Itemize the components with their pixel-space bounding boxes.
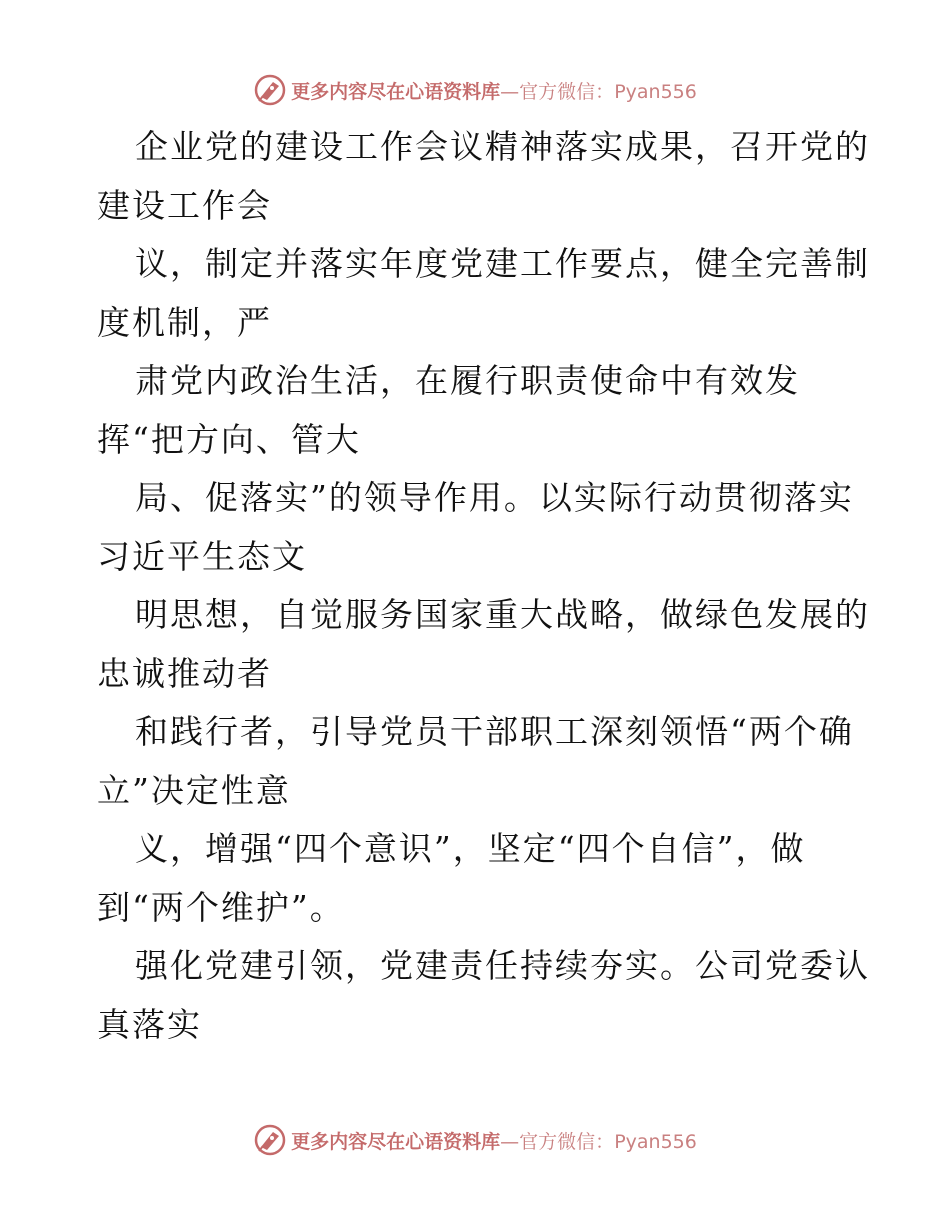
- text-line: 建设工作会: [97, 185, 272, 225]
- watermark-dash: —: [500, 80, 520, 103]
- text-line: 企业党的建设工作会议精神落实成果，召开党的: [135, 127, 870, 166]
- text-line: 强化党建引领，党建责任持续夯实。公司党委认: [135, 946, 870, 985]
- watermark-site-text: 更多内容尽在心语资料库: [291, 80, 501, 103]
- text-line: 立”决定性意: [97, 770, 291, 810]
- watermark-wechat-id: Pyan556: [614, 1130, 697, 1153]
- text-line: 和践行者，引导党员干部职工深刻领悟“两个确: [135, 712, 854, 751]
- pen-nib-logo-icon: [253, 73, 287, 107]
- text-line: 肃党内政治生活，在履行职责使命中有效发: [135, 361, 800, 400]
- text-line: 议，制定并落实年度党建工作要点，健全完善制: [135, 244, 870, 283]
- watermark-wechat-label: 官方微信：: [519, 1130, 615, 1153]
- text-line: 明思想，自觉服务国家重大战略，做绿色发展的: [135, 595, 870, 634]
- text-line: 真落实: [97, 1004, 202, 1044]
- pen-nib-logo-icon: [253, 1123, 287, 1157]
- text-line: 到“两个维护”。: [97, 887, 345, 927]
- footer-watermark: [0, 1120, 950, 1160]
- text-line: 挥“把方向、管大: [97, 419, 361, 459]
- document-body: [97, 118, 870, 1054]
- header-watermark: [0, 70, 950, 110]
- watermark-wechat-id: Pyan556: [614, 80, 697, 103]
- text-line: 义，增强“四个意识”，坚定“四个自信”，做: [135, 829, 806, 868]
- watermark-wechat-label: 官方微信：: [519, 80, 615, 103]
- text-line: 局、促落实”的领导作用。以实际行动贯彻落实: [135, 478, 854, 517]
- watermark-site-text: 更多内容尽在心语资料库: [291, 1130, 501, 1153]
- watermark-dash: —: [500, 1130, 520, 1153]
- text-line: 度机制，严: [97, 302, 272, 342]
- text-line: 忠诚推动者: [97, 653, 272, 693]
- text-line: 习近平生态文: [97, 536, 307, 576]
